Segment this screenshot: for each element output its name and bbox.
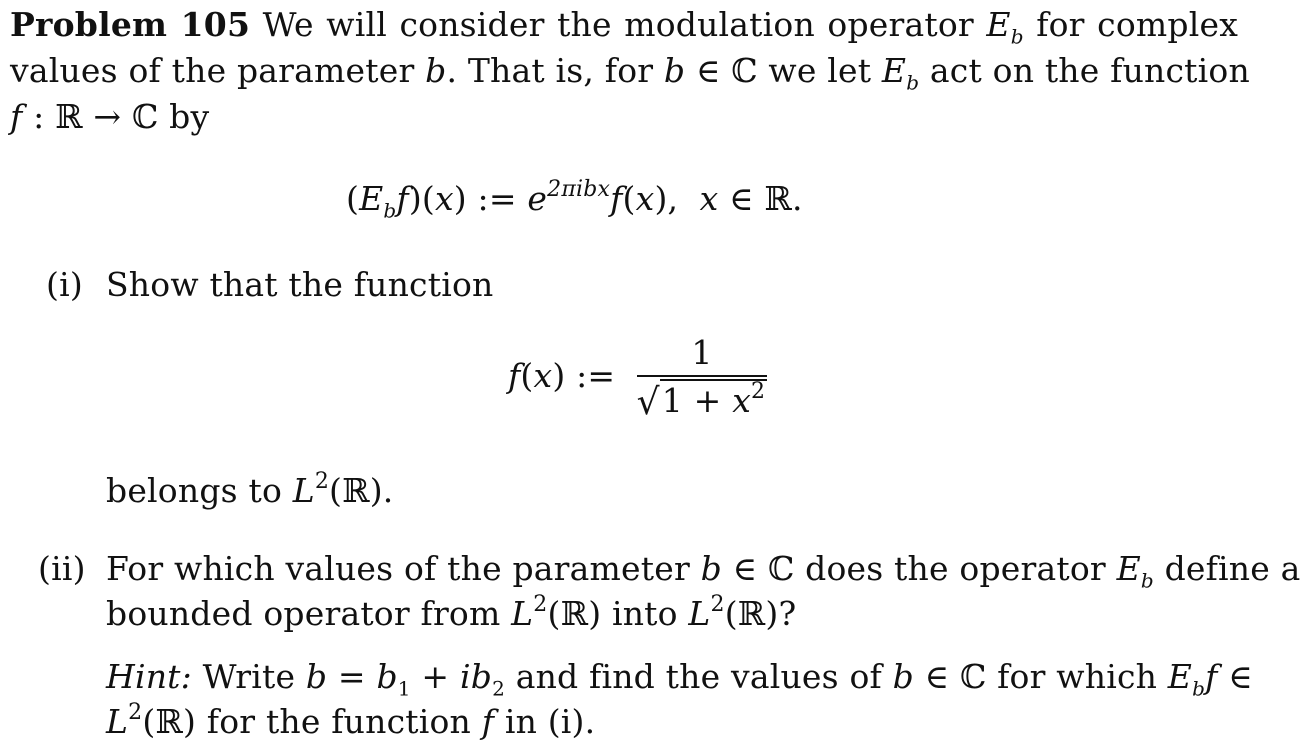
intro-line-3: f : ℝ → ℂ by — [10, 97, 210, 136]
part-i-formula: f(x) := $\frac{1}{√1 + x^2}$ — [508, 333, 766, 423]
part-i-marker: (i) — [46, 265, 83, 304]
part-i-conclusion: belongs to $L^2(ℝ)$. — [106, 469, 394, 510]
part-ii-line-1: For which values of the parameter b ∈ ℂ does the operator $E_b$ define a — [106, 549, 1301, 593]
hint-label: Hint: — [106, 657, 192, 696]
part-ii-marker: (ii) — [38, 549, 86, 588]
fraction: $\frac{1}{√1 + x^2}$ — [636, 333, 766, 423]
intro-line-1: Problem 105 We will consider the modulation operator $E_b$ for complex — [10, 5, 1239, 49]
part-ii-line-2: bounded operator from $L^2(ℝ)$ into $L^2(ℝ)$? — [106, 592, 797, 633]
definition-formula: $(E_bf)(x)$ := $e^{2\pi ibx}f(x)$, x ∈ ℝ. — [346, 177, 803, 223]
problem-label: Problem 105 — [10, 5, 251, 44]
intro-line-2: values of the parameter b. That is, for b ∈ ℂ we let $E_b$ act on the function — [10, 51, 1250, 95]
hint-line-2: $L^2(ℝ)$ for the function f in (i). — [106, 700, 596, 741]
part-i-text: Show that the function — [106, 265, 494, 304]
hint-line-1: Hint: Write $b = b_1 + ib_2$ and find the values of b ∈ ℂ for which $E_bf$ ∈ — [106, 657, 1253, 701]
